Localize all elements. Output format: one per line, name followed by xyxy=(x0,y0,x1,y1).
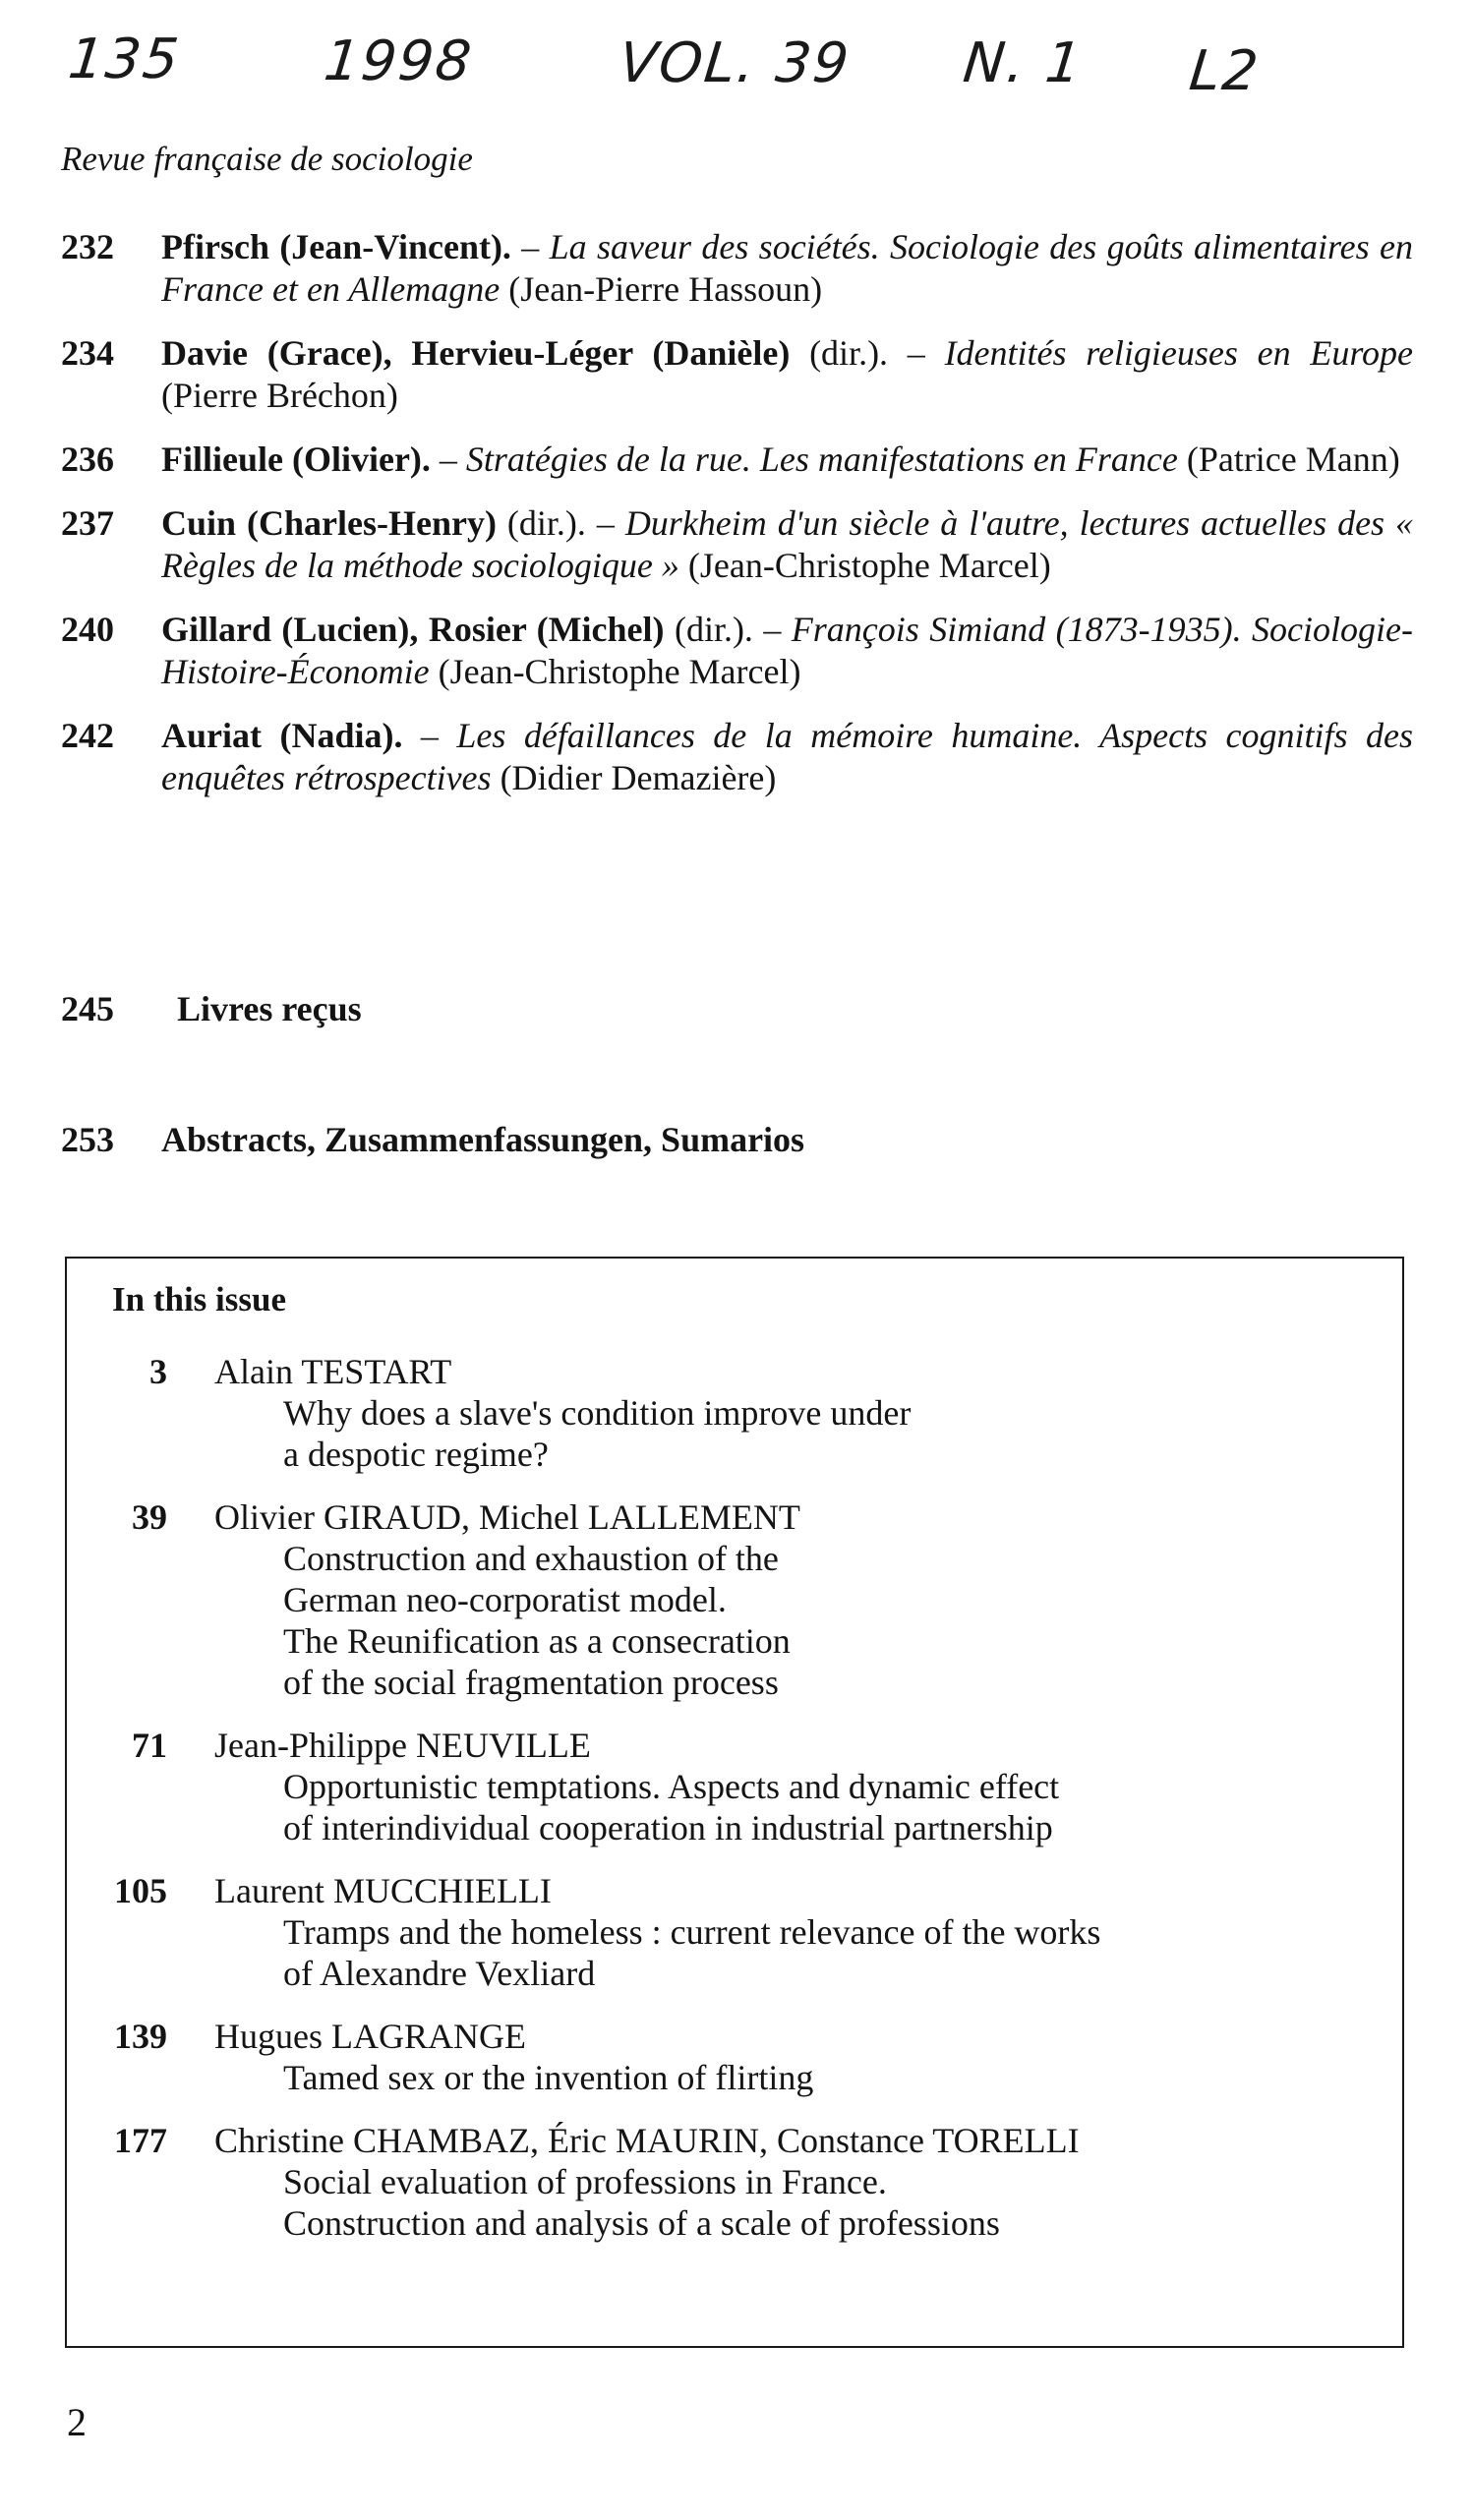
journal-title: Revue française de sociologie xyxy=(61,140,473,178)
review-separator: – xyxy=(430,440,466,479)
article-details xyxy=(167,2016,813,2098)
article-details xyxy=(167,1496,800,1703)
in-this-issue-heading: In this issue xyxy=(112,1280,287,1319)
in-this-issue-box xyxy=(65,1257,1404,2348)
review-authors: Davie (Grace), Hervieu-Léger (Danièle) xyxy=(161,333,791,373)
in-this-issue-list xyxy=(67,1351,1365,2265)
review-text xyxy=(161,609,1413,693)
issue-article xyxy=(67,1351,1365,1475)
review-page-number: 242 xyxy=(61,716,114,755)
handwritten-volume: VOL. 39 xyxy=(616,31,854,95)
review-book-title: Identités religieuses en Europe xyxy=(944,333,1414,373)
section-page-number: 253 xyxy=(61,1120,114,1159)
review-book-title: Les défaillances de la mémoire humaine. Aspects cognitifs des enquêtes rétrospectives xyxy=(161,716,1413,797)
article-title-line: Tramps and the homeless : current relevance of the works xyxy=(283,1912,1101,1952)
section-label: Abstracts, Zusammenfassungen, Sumarios xyxy=(161,1120,805,1159)
review-role: (dir.). xyxy=(496,503,586,543)
review-page-number: 232 xyxy=(61,227,114,266)
review-entry xyxy=(61,715,1413,799)
review-reviewer: (Jean-Pierre Hassoun) xyxy=(500,269,823,309)
review-page-number: 240 xyxy=(61,610,114,649)
review-separator: – xyxy=(888,333,945,373)
reviews-list xyxy=(61,226,1413,821)
article-title-line: of the social fragmentation process xyxy=(283,1663,779,1702)
article-author: Olivier GIRAUD, Michel LALLEMENT xyxy=(214,1497,800,1537)
article-details xyxy=(167,1870,1100,1994)
issue-article xyxy=(67,2016,1365,2098)
review-text xyxy=(161,715,1413,799)
handwritten-year: 1998 xyxy=(321,29,476,93)
review-entry xyxy=(61,609,1413,693)
article-page-number: 71 xyxy=(132,1726,167,1765)
review-reviewer: (Jean-Christophe Marcel) xyxy=(429,652,801,691)
review-text xyxy=(161,332,1413,417)
review-authors: Auriat (Nadia). xyxy=(161,716,403,755)
handwritten-issue: N. 1 xyxy=(960,31,1087,95)
review-separator: – xyxy=(510,227,550,266)
review-book-title: Durkheim d'un siècle à l'autre, lectures actuelles des « Règles de la méthode sociologique » xyxy=(161,503,1414,585)
review-authors: Fillieule (Olivier). xyxy=(161,440,431,479)
section-abstracts xyxy=(61,1119,804,1160)
issue-article xyxy=(67,1870,1365,1994)
article-page-number: 39 xyxy=(132,1497,167,1537)
article-author: Laurent MUCCHIELLI xyxy=(214,1871,552,1910)
article-page-number: 3 xyxy=(149,1352,167,1391)
article-page-number: 139 xyxy=(114,2017,167,2056)
review-reviewer: (Didier Demazière) xyxy=(491,758,777,797)
review-entry xyxy=(61,226,1413,311)
handwritten-number: 135 xyxy=(65,28,184,91)
review-text xyxy=(161,226,1413,311)
issue-article xyxy=(67,2120,1365,2244)
article-author: Hugues LAGRANGE xyxy=(214,2017,526,2056)
review-reviewer: (Patrice Mann) xyxy=(1177,440,1400,479)
review-role: (dir.). xyxy=(664,610,753,649)
article-title-line: Construction and analysis of a scale of professions xyxy=(283,2203,1000,2243)
review-separator: – xyxy=(402,716,457,755)
section-page-number: 245 xyxy=(61,989,114,1028)
article-title-line: The Reunification as a consecration xyxy=(283,1621,791,1661)
review-text xyxy=(161,439,1413,481)
review-entry xyxy=(61,502,1413,587)
review-book-title: François Simiand (1873-1935). Sociologie-Histoire-Économie xyxy=(161,610,1413,691)
review-page-number: 236 xyxy=(61,440,114,479)
article-title-line: Construction and exhaustion of the xyxy=(283,1539,779,1578)
section-label: Livres reçus xyxy=(177,989,362,1028)
review-role: (dir.). xyxy=(790,333,889,373)
review-reviewer: (Pierre Bréchon) xyxy=(161,376,398,415)
article-title-line: a despotic regime? xyxy=(283,1435,549,1474)
article-author: Jean-Philippe NEUVILLE xyxy=(214,1726,591,1765)
article-details xyxy=(167,1351,911,1475)
review-authors: Cuin (Charles-Henry) xyxy=(161,503,497,543)
article-page-number: 105 xyxy=(114,1871,167,1910)
review-authors: Pfirsch (Jean-Vincent). xyxy=(161,227,511,266)
review-authors: Gillard (Lucien), Rosier (Michel) xyxy=(161,610,665,649)
article-details xyxy=(167,2120,1080,2244)
article-title-line: German neo-corporatist model. xyxy=(283,1580,727,1619)
handwritten-mark: L2 xyxy=(1186,39,1264,103)
review-book-title: Stratégies de la rue. Les manifestations en France xyxy=(465,440,1178,479)
article-author: Christine CHAMBAZ, Éric MAURIN, Constance TORELLI xyxy=(214,2121,1080,2160)
review-separator: – xyxy=(752,610,792,649)
section-livres-recus xyxy=(61,988,362,1029)
review-separator: – xyxy=(585,503,625,543)
review-text xyxy=(161,502,1413,587)
review-entry xyxy=(61,439,1413,481)
review-entry xyxy=(61,332,1413,417)
review-page-number: 237 xyxy=(61,503,114,543)
article-title-line: Opportunistic temptations. Aspects and dynamic effect xyxy=(283,1767,1060,1806)
article-title-line: Social evaluation of professions in France. xyxy=(283,2162,887,2201)
issue-article xyxy=(67,1496,1365,1703)
article-page-number: 177 xyxy=(114,2121,167,2160)
review-reviewer: (Jean-Christophe Marcel) xyxy=(678,546,1051,585)
issue-article xyxy=(67,1725,1365,1848)
page-number-footer: 2 xyxy=(67,2400,87,2444)
article-title-line: Tamed sex or the invention of flirting xyxy=(283,2058,814,2097)
article-title-line: of Alexandre Vexliard xyxy=(283,1954,596,1993)
article-author: Alain TESTART xyxy=(214,1352,452,1391)
handwritten-annotations xyxy=(59,28,1337,136)
article-details xyxy=(167,1725,1059,1848)
review-page-number: 234 xyxy=(61,333,114,373)
review-book-title: La saveur des sociétés. Sociologie des goûts alimentaires en France et en Allemagne xyxy=(161,227,1413,309)
article-title-line: Why does a slave's condition improve under xyxy=(283,1393,912,1433)
article-title-line: of interindividual cooperation in industrial partnership xyxy=(283,1808,1053,1847)
